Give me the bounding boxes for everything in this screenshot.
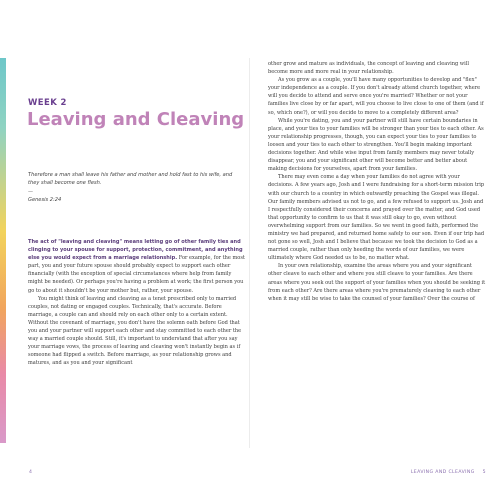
chapter-title: Leaving and Cleaving xyxy=(27,109,245,130)
epigraph-dash: — xyxy=(28,189,33,195)
left-paragraph-2: You might think of leaving and cleaving as a tenet prescribed only to married couples, not dating or engaged couples. Technically, that's accurate. Before marriage, a couple can and should rely on each other only to a certain extent. Without the covenant of marriage, you don't have the solemn oath before God that you and your partner will support each other and stay committed to each other the way a married couple should. Still, it's important to understand that after you say your marriage vows, the process of leaving and cleaving won't instantly begin as if someone had flipped a switch. Before marriage, as your relationship grows and matures, and as you and your significant xyxy=(28,295,242,367)
left-paragraph-1 xyxy=(28,238,246,295)
week-label: WEEK 2 xyxy=(28,98,67,108)
page-number-left: 4 xyxy=(29,470,32,475)
page-number-right: 5 xyxy=(482,470,486,475)
right-paragraph-1: other grow and mature as individuals, the concept of leaving and cleaving will become more and more real in your relationship. xyxy=(268,61,469,76)
epigraph-citation: Genesis 2:24 xyxy=(28,197,62,203)
left-paragraph-1-rest: For example, for the most part, you and your future spouse should probably expect to support each other financially (with the exception of special circumstances where help from family might be needed). Or perhaps you're having a problem at work; the first person you go to about it shouldn't be your mother but, rather, your spouse. xyxy=(28,255,245,294)
running-head: LEAVING AND CLEAVING xyxy=(410,470,475,475)
right-paragraph-5: In your own relationship, examine the areas where you and your significant other cleave to each other and where you still cleave to your families. Are there areas where you seek out the support of your families when you should be seeking it from each other? Are there areas where you're prematurely cleaving to each other when it may still be wise to take the counsel of your families? Over the course of xyxy=(268,263,486,302)
right-body-text xyxy=(268,60,486,303)
right-paragraph-4: There may even come a day when your families do not agree with your decisions. A few years ago, Josh and I were fundraising for a short-term mission trip with our church to a country in which outwardly preaching the Gospel was illegal. Our family members advised us not to go, and a few refused to support us. Josh and I respectfully considered their concerns and prayed over the matter, and God used that opportunity to confirm to us that it was still okay to go, even without overwhelming support from our families. So we went in good faith, performed the ministry we had prepared, and returned home safely to our son. Even if our trip had not gone so well, Josh and I believe that because we took the decision to God as a married couple, rather than only heeding the words of our families, we were ultimately where God needed us to be, no matter what. xyxy=(268,174,485,262)
left-body-text xyxy=(28,238,246,368)
color-gradient-bar xyxy=(0,58,6,443)
right-footer xyxy=(403,470,486,475)
lead-sentence: The act of "leaving and cleaving" means letting go of other family ties and clinging to your spouse for support, protection, commitment, and anything else you would expect from a marriage relationship. xyxy=(28,239,243,262)
right-paragraph-3: While you're dating, you and your partner will still have certain boundaries in place, and your ties to your families will be stronger than your ties to each other. As your relationship progresses, though, you can expect your ties to your families to loosen and your ties to each other to strengthen. You'll begin making important decisions together. And while wise input from family members may never totally disappear, you and your significant other will become better and better about making decisions for yourselves, apart from your families. xyxy=(268,117,484,173)
epigraph: Therefore a man shall leave his father and mother and hold fast to his wife, and they shall become one flesh. xyxy=(28,172,233,187)
right-page xyxy=(250,0,500,500)
right-paragraph-2: As you grow as a couple, you'll have many opportunities to develop and "flex" your independence as a couple. If you don't already attend church together, where will you decide to attend and serve once you're married? Whether or not your families live close by or far apart, will you choose to live close to one of them (and if so, which one?), or will you decide to move to a completely different area? xyxy=(268,77,484,116)
left-page xyxy=(8,0,250,500)
